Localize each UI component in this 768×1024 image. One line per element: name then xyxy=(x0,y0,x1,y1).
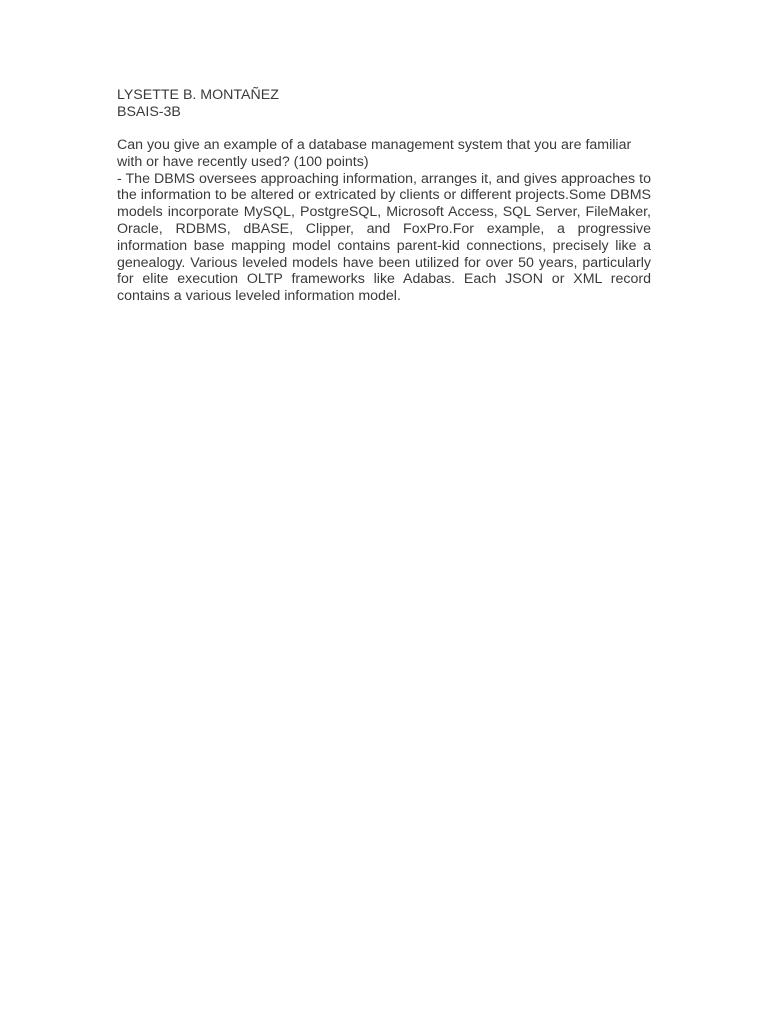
section-label: BSAIS-3B xyxy=(117,103,181,120)
document-body xyxy=(117,87,651,305)
author-name: LYSETTE B. MONTAÑEZ xyxy=(117,87,279,103)
question-text: Can you give an example of a database management system that you are familiar with or have recently used? (100 points) xyxy=(117,137,632,170)
spacer xyxy=(117,121,651,138)
answer-text: - The DBMS oversees approaching information, arranges it, and gives approaches to the information to be altered or extricated by clients or different projects.Some DBMS models incorporate MySQL, PostgreSQL, Microsoft Access, SQL Server, FileMaker, Oracle, RDBMS, dBASE, Clipper, and FoxPro.For example, a progressive information base mapping model contains parent-kid connections, precisely like a genealogy. Various leveled models have been utilized for over 50 years, particularly for elite execution OLTP frameworks like Adabas. Each JSON or XML record contains a various leveled information model. xyxy=(117,170,651,305)
